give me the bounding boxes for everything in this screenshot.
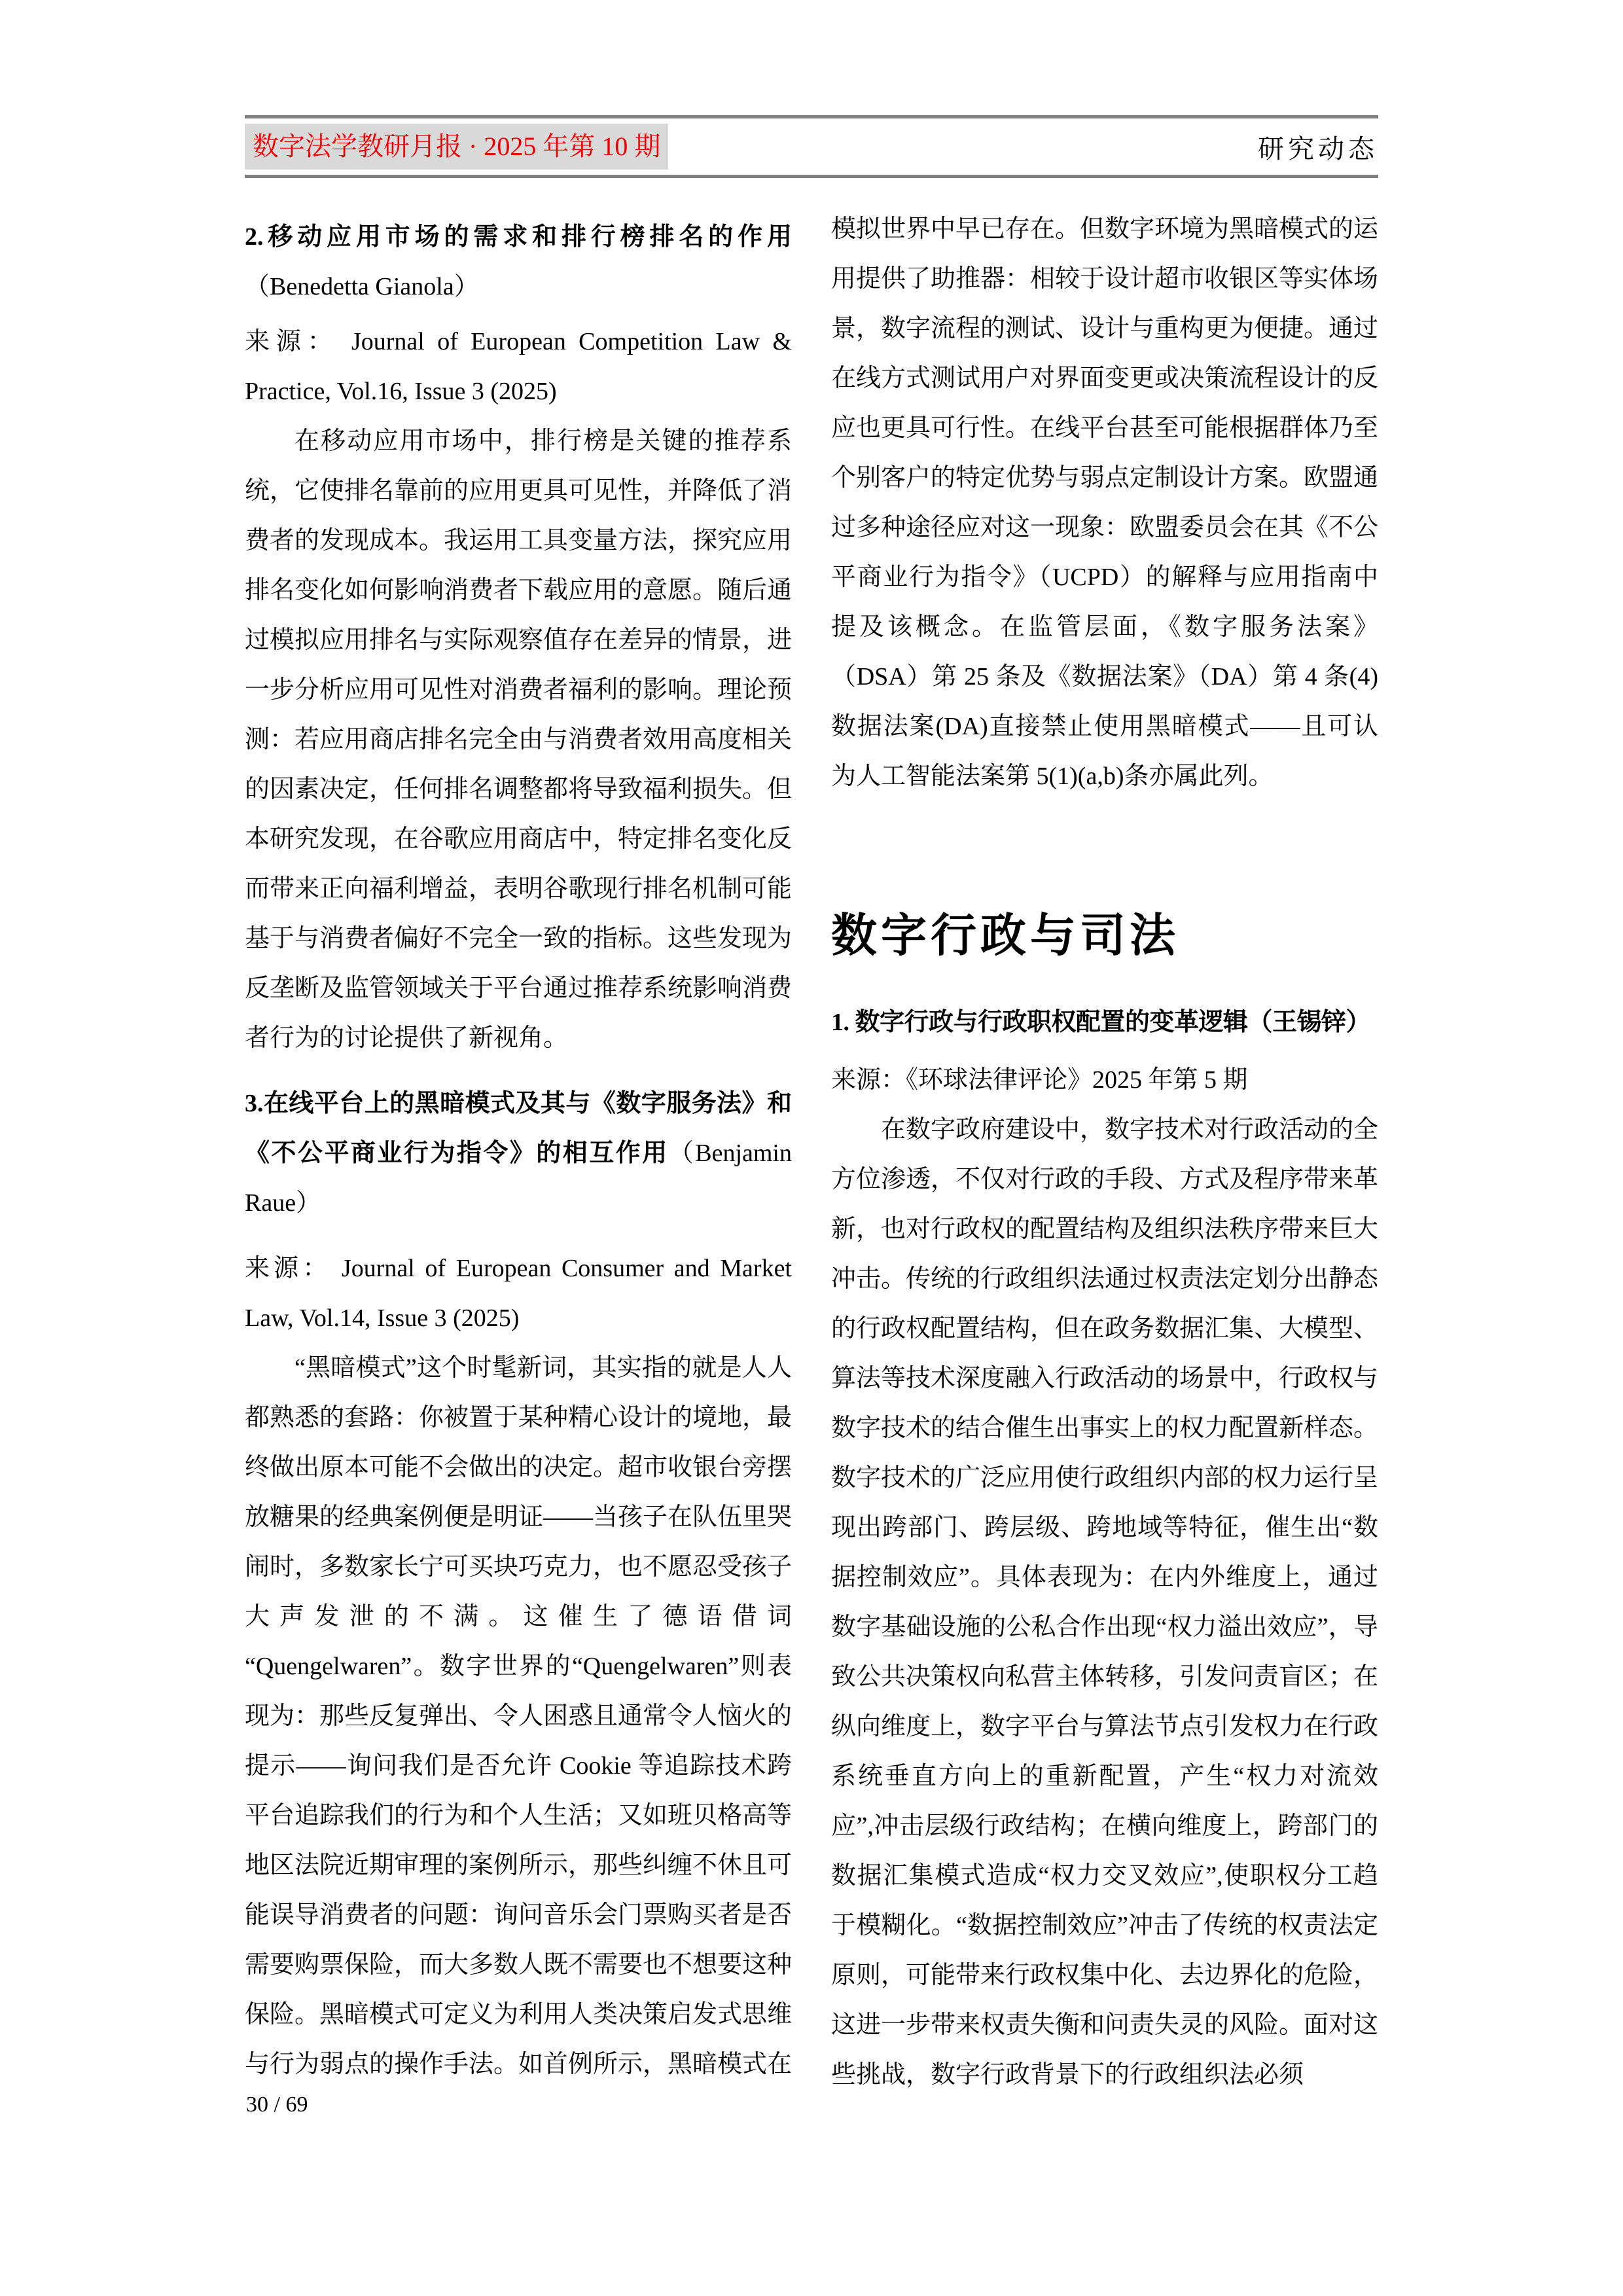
left-column (245, 204, 792, 2089)
article-3-author: （Benjamin Raue） (245, 1139, 792, 1217)
article-1-source: 来源：《环球法律评论》2025 年第 5 期 (831, 1066, 1248, 1094)
article-2-heading (245, 212, 792, 312)
article-2-source: 来源： Journal of European Competition Law & Practice, Vol.16, Issue 3 (2025) (245, 328, 792, 405)
right-column (831, 204, 1378, 2100)
article-3-abstract: “黑暗模式”这个时髦新词，其实指的就是人人都熟悉的套路：你被置于某种精心设计的境地，最终做出原本可能不会做出的决定。超市收银台旁摆放糖果的经典案例便是明证——当孩子在队伍里哭闹时，多数家长宁可买块巧克力，也不愿忍受孩子大声发泄的不满。这催生了德语借词“Quengelwaren”。数字世界的“Quengelwaren”则表现为：那些反复弹出、令人困惑且通常令人恼火的提示——询问我们是否允许 Cookie 等追踪技术跨平台追踪我们的行为和个人生活；又如班贝格高等地区法院近期审理的案例所示，那些纠缠不休且可能误导消费者的问题：询问音乐会门票购买者是否需要购票保险，而大多数人既不需要也不想要这种保险。黑暗模式可定义为利用人类决策启发式思维与行为弱点的操作手法。如首例所示，黑暗模式在 (245, 1354, 793, 2078)
page-number: 30 / 69 (246, 2092, 308, 2117)
journal-title: 数字法学教研月报 · 2025 年第 10 期 (245, 124, 668, 170)
page-header (245, 115, 1378, 178)
article-2-author: （Benedetta Gianola） (245, 273, 479, 300)
article-1-heading: 1. 数字行政与行政职权配置的变革逻辑（王锡锌） (831, 1009, 1371, 1036)
article-1-abstract: 在数字政府建设中，数字技术对行政活动的全方位渗透，不仅对行政的手段、方式及程序带来革新，也对行政权的配置结构及组织法秩序带来巨大冲击。传统的行政组织法通过权责法定划分出静态的行政权配置结构，但在政务数据汇集、大模型、算法等技术深度融入行政活动的场景中，行政权与数字技术的结合催生出事实上的权力配置新样态。数字技术的广泛应用使行政组织内部的权力运行呈现出跨部门、跨层级、跨地域等特征，催生出“数据控制效应”。具体表现为：在内外维度上，通过数字基础设施的公私合作出现“权力溢出效应”，导致公共决策权向私营主体转移，引发问责盲区；在纵向维度上，数字平台与算法节点引发权力在行政系统垂直方向上的重新配置，产生“权力对流效应”,冲击层级行政结构；在横向维度上，跨部门的数据汇集模式造成“权力交叉效应”,使职权分工趋于模糊化。“数据控制效应”冲击了传统的权责法定原则，可能带来行政权集中化、去边界化的危险，这进一步带来权责失衡和问责失灵的风险。面对这些挑战，数字行政背景下的行政组织法必须 (831, 1116, 1379, 2089)
section-title: 数字行政与司法 (831, 910, 1179, 961)
article-2-abstract: 在移动应用市场中，排行榜是关键的推荐系统，它使排名靠前的应用更具可见性，并降低了消费者的发现成本。我运用工具变量方法，探究应用排名变化如何影响消费者下载应用的意愿。随后通过模拟应用排名与实际观察值存在差异的情景，进一步分析应用可见性对消费者福利的影响。理论预测：若应用商店排名完全由与消费者效用高度相关的因素决定，任何排名调整都将导致福利损失。但本研究发现，在谷歌应用商店中，特定排名变化反而带来正向福利增益，表明谷歌现行排名机制可能基于与消费者偏好不完全一致的指标。这些发现为反垄断及监管领域关于平台通过推荐系统影响消费者行为的讨论提供了新视角。 (245, 427, 793, 1052)
article-3-abstract-continuation: 模拟世界中早已存在。但数字环境为黑暗模式的运用提供了助推器：相较于设计超市收银区等实体场景，数字流程的测试、设计与重构更为便捷。通过在线方式测试用户对界面变更或决策流程设计的反应也更具可行性。在线平台甚至可能根据群体乃至个别客户的特定优势与弱点定制设计方案。欧盟通过多种途径应对这一现象：欧盟委员会在其《不公平商业行为指令》（UCPD）的解释与应用指南中提及该概念。在监管层面，《数字服务法案》（DSA）第 25 条及《数据法案》（DA）第 4 条(4)数据法案(DA)直接禁止使用黑暗模式——且可认为人工智能法案第 5(1)(a,b)条亦属此列。 (831, 215, 1379, 790)
article-2-title: 2.移动应用市场的需求和排行榜排名的作用 (245, 223, 792, 251)
article-3-source: 来源： Journal of European Consumer and Market Law, Vol.14, Issue 3 (2025) (245, 1255, 792, 1332)
article-3-title: 3.在线平台上的黑暗模式及其与《数字服务法》和《不公平商业行为指令》的相互作用 (245, 1090, 792, 1167)
header-section-label: 研究动态 (1258, 134, 1378, 164)
article-3-heading (245, 1079, 792, 1228)
